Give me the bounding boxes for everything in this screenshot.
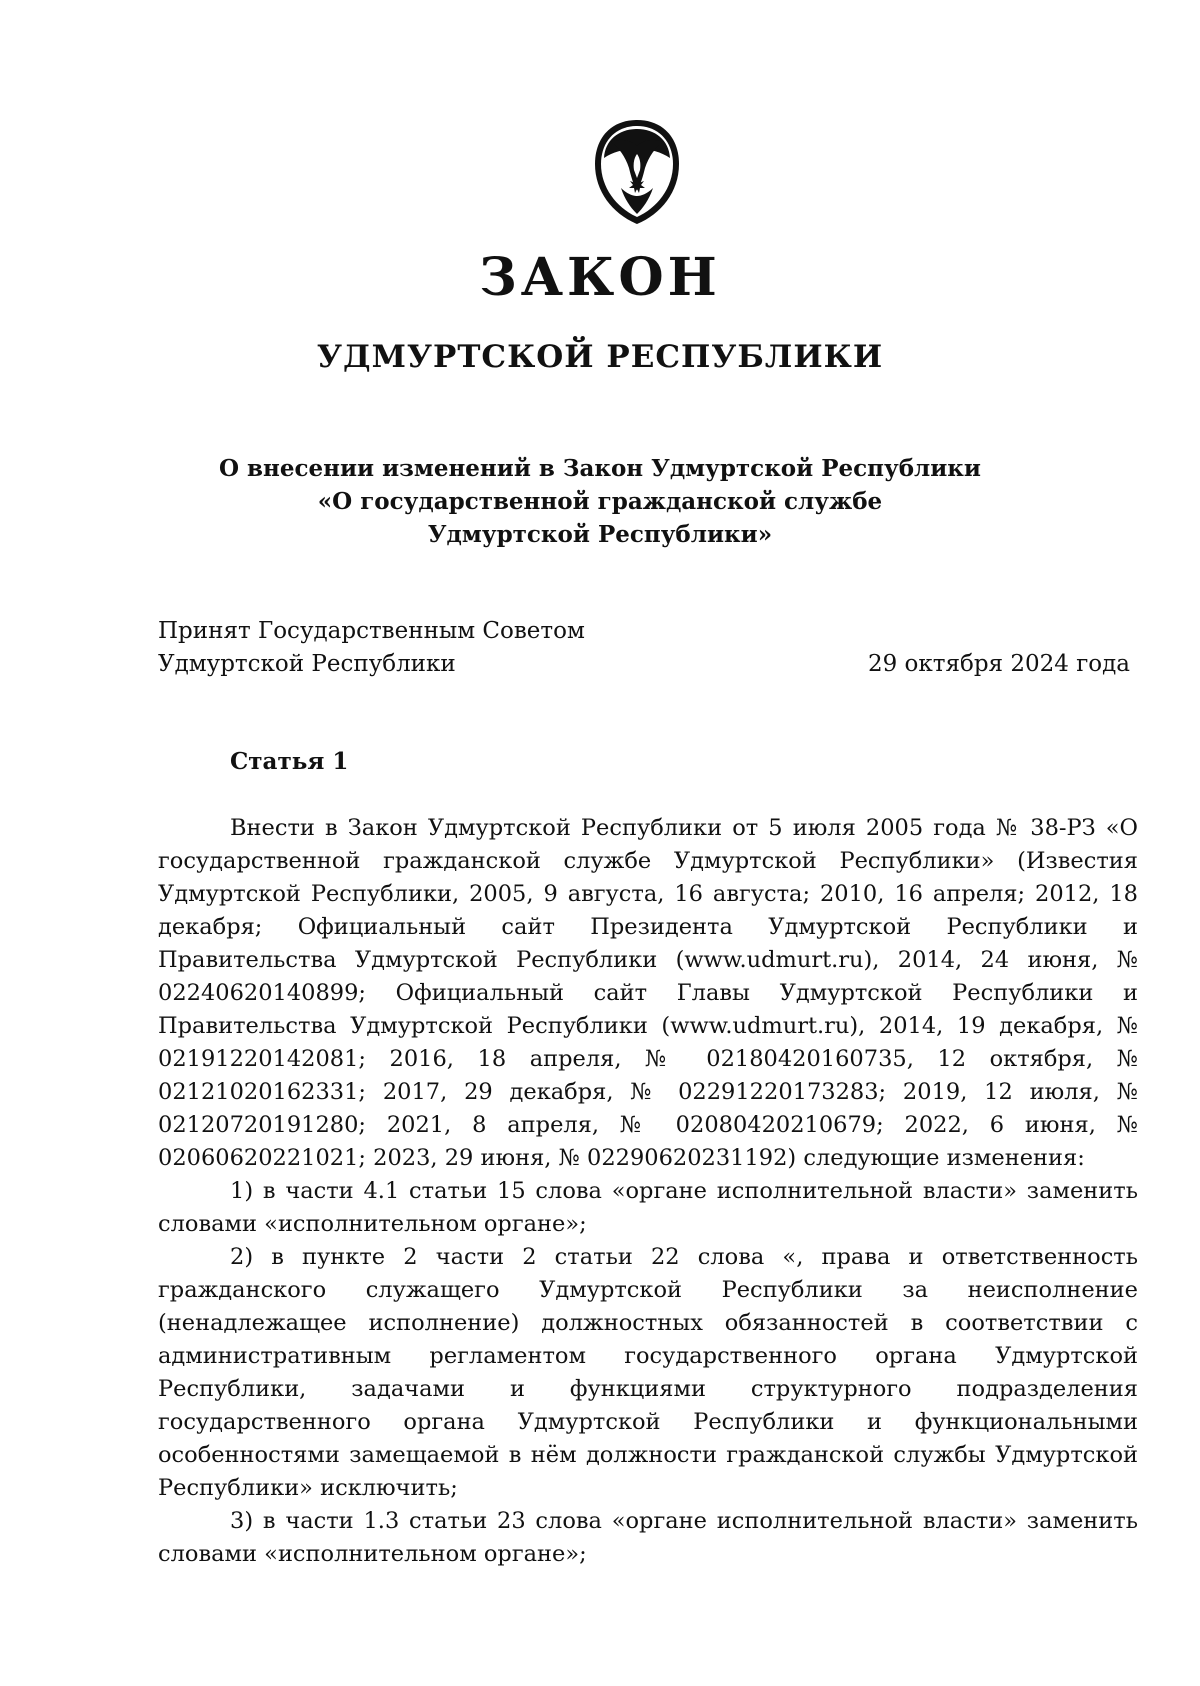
article-item-3: 3) в части 1.3 статьи 23 слова «органе исполнительной власти» заменить словами «исполнительном органе»; [158, 1508, 1138, 1567]
law-title-line-2: «О государственной гражданской службе [317, 488, 883, 515]
article-heading: Статья 1 [230, 748, 349, 775]
adoption-line-2: Удмуртской Республики [158, 651, 456, 677]
adoption-date: 29 октября 2024 года [867, 651, 1130, 677]
adoption-line-1: Принят Государственным Советом [158, 618, 585, 644]
adoption-info [158, 615, 585, 681]
article-body [158, 812, 1138, 1571]
article-item-2: 2) в пункте 2 части 2 статьи 22 слова «, права и ответственность гражданского служащего Удмуртской Республики за неисполнение (ненадлежащее исполнение) должностных обязанностей в соответствии с административным регламентом государственного органа Удмуртской Республики, задачами и функциями структурного подразделения государственного органа Удмуртской Республики и функциональными особенностями замещаемой в нём должности гражданской службы Удмуртской Республики» исключить; [158, 1244, 1138, 1501]
law-title [0, 452, 1200, 551]
law-title-line-3: Удмуртской Республики» [427, 521, 773, 548]
document-title: ЗАКОН [479, 247, 721, 308]
document-subtitle: УДМУРТСКОЙ РЕСПУБЛИКИ [316, 339, 884, 375]
article-intro-paragraph: Внести в Закон Удмуртской Республики от 5 июля 2005 года № 38-РЗ «О государственной гражданской службе Удмуртской Республики» (Известия Удмуртской Республики, 2005, 9 августа, 16 августа; 2010, 16 апреля; 2012, 18 декабря; Официальный сайт Президента Удмуртской Республики и Правительства Удмуртской Республики (www.udmurt.ru), 2014, 24 июня, № 02240620140899; Официальный сайт Главы Удмуртской Республики и Правительства Удмуртской Республики (www.udmurt.ru), 2014, 19 декабря, № 02191220142081; 2016, 18 апреля, № 02180420160735, 12 октября, № 02121020162331; 2017, 29 декабря, № 02291220173283; 2019, 12 июля, № 02120720191280; 2021, 8 апреля, № 02080420210679; 2022, 6 июня, № 02060620221021; 2023, 29 июня, № 02290620231192) следующие изменения: [158, 815, 1138, 1171]
article-item-1: 1) в части 4.1 статьи 15 слова «органе исполнительной власти» заменить словами «исполнительном органе»; [158, 1178, 1138, 1237]
udmurtia-coat-of-arms-icon [591, 118, 683, 226]
law-title-line-1: О внесении изменений в Закон Удмуртской Республики [219, 455, 981, 482]
